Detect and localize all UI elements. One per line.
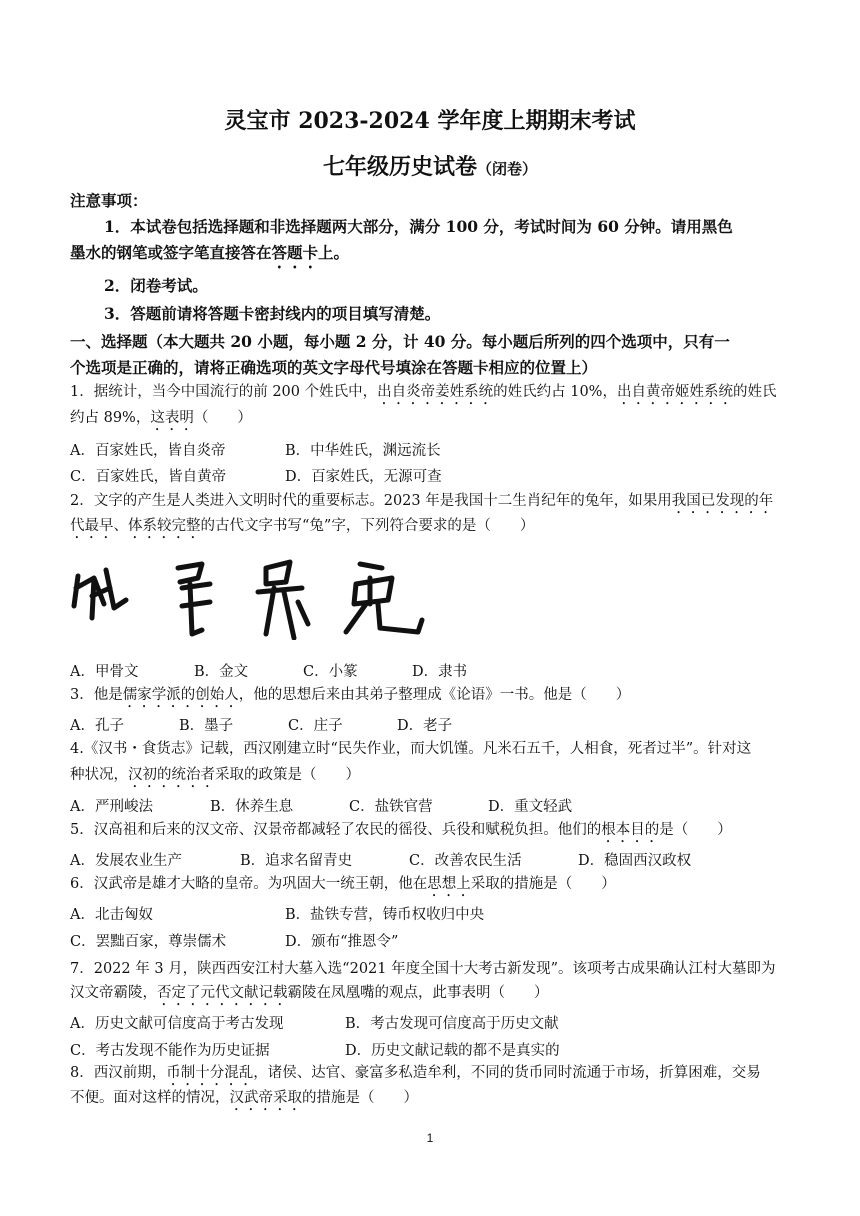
emphasis-text: 儒家学派的创始人 xyxy=(122,687,239,703)
subtitle-text: 七年级历史试卷 xyxy=(322,154,477,180)
clerical-rabbit-glyph xyxy=(346,564,422,632)
emphasis-text: 否定了元代文献记载 xyxy=(157,985,288,1001)
q3-option-b: B．墨子 xyxy=(179,718,234,734)
oracle-bone-rabbit-glyph xyxy=(74,570,126,618)
stem-text: 8．西汉前期， xyxy=(70,1065,167,1081)
q1-option-b: B．中华姓氏，渊远流长 xyxy=(285,443,441,459)
q6-option-a: A．北击匈奴 xyxy=(70,907,153,923)
bronze-rabbit-glyph xyxy=(178,564,210,634)
q3-option-a: A．孔子 xyxy=(70,718,124,734)
question-2-stem xyxy=(70,489,792,517)
q2-option-c: C．小篆 xyxy=(303,664,358,680)
stem-text: 约占 89%， xyxy=(70,410,151,426)
q4-option-a: A．严刑峻法 xyxy=(70,799,153,815)
stem-text: 霸陵在凤凰嘴的观点，此事表明（ ） xyxy=(287,985,549,1001)
notice-item-1-cont xyxy=(70,241,792,272)
section-heading: 一、选择题（本大题共 20 小题，每小题 2 分，计 40 分。每小题后所列的四个选项中，只有一 xyxy=(70,332,730,351)
stem-text: ，他的思想后来由其弟子整理成《论语》一书。他是（ ） xyxy=(238,687,631,703)
q6-option-b: B．盐铁专营，铸币权收归中央 xyxy=(285,907,485,923)
q2-option-a: A．甲骨文 xyxy=(70,664,139,680)
q5-option-a: A．发展农业生产 xyxy=(70,853,182,869)
stem-text: 3．他是 xyxy=(70,687,123,703)
emphasis-text: 答题卡 xyxy=(271,243,319,262)
stem-text: ，诸侯、达官、豪富多私造牟利，不同的货币同时流通于市场，折算困难，交易 xyxy=(253,1065,761,1081)
stem-text: 6．汉武帝是雄才大略的皇帝。为巩固大一统王朝，他在 xyxy=(70,876,428,892)
emphasis-text: 出自黄帝姬姓系统 xyxy=(616,384,733,400)
stem-text: 采取的政策是（ ） xyxy=(215,767,360,783)
q7-option-b: B．考古发现可信度高于历史文献 xyxy=(345,1016,559,1032)
stem-text: 2．文字的产生是人类进入文明时代的重要标志。2023 年是我国十二生肖纪年的兔年，如果用 xyxy=(70,493,672,509)
q3-option-d: D．老子 xyxy=(397,718,453,734)
question-2-stem-cont xyxy=(70,514,792,542)
question-3-stem xyxy=(70,683,792,711)
emphasis-text: 我国已发现的年 xyxy=(671,493,774,509)
exam-title: 灵宝市 2023-2024 学年度上期期末考试 xyxy=(224,108,636,134)
notice-item-3: 3．答题前请将答题卡密封线内的项目填写清楚。 xyxy=(104,304,441,323)
emphasis-text: 汉武帝采取 xyxy=(229,1090,302,1106)
stem-text: 的措施是（ ） xyxy=(302,1090,418,1106)
stem-text: 汉文帝霸陵， xyxy=(70,985,157,1001)
q1-option-d: D．百家姓氏，无源可查 xyxy=(285,469,442,485)
notice-text: 墨水的钢笔或签字笔直接答在 xyxy=(70,243,272,262)
emphasis-text: 思想上 xyxy=(427,876,471,892)
q1-option-a: A．百家姓氏，皆自炎帝 xyxy=(70,443,226,459)
page-number: 1 xyxy=(426,1131,434,1145)
small-seal-rabbit-glyph xyxy=(258,562,308,638)
emphasis-text: 出自炎帝姜姓系统 xyxy=(377,384,494,400)
question-7-stem: 7．2022 年 3 月，陕西西安江村大墓入选“2021 年度全国十大考古新发现”。该项考古成果确认江村大墓即为 xyxy=(70,961,776,977)
q7-option-c: C．考古发现不能作为历史证据 xyxy=(70,1043,270,1059)
question-4-stem: 4.《汉书・食货志》记载，西汉刚建立时“民失作业，而大饥馑。凡米石五千，人相食，死者过半”。针对这 xyxy=(70,741,752,757)
q6-option-c: C．罢黜百家，尊崇儒术 xyxy=(70,934,227,950)
q4-option-b: B．休养生息 xyxy=(210,799,294,815)
rabbit-glyph-images xyxy=(70,548,430,640)
emphasis-text: 汉初的统治者 xyxy=(128,767,215,783)
stem-text: 5．汉高祖和后来的汉文帝、汉景帝都减轻了农民的徭役、兵役和赋税负担。他们的 xyxy=(70,822,602,838)
q2-option-d: D．隶书 xyxy=(412,664,468,680)
stem-text: 的古代文字书写“兔”字，下列符合要求的是（ ） xyxy=(200,518,535,534)
notice-item-2: 2．闭卷考试。 xyxy=(104,276,208,295)
q5-option-c: C．改善农民生活 xyxy=(409,853,522,869)
q7-option-a: A．历史文献可信度高于考古发现 xyxy=(70,1016,284,1032)
exam-subtitle xyxy=(0,150,860,181)
q4-option-c: C．盐铁官营 xyxy=(349,799,433,815)
subtitle-note: （闭卷） xyxy=(477,160,538,178)
stem-text: 采取的措施是（ ） xyxy=(470,876,616,892)
stem-text: 的姓氏 xyxy=(732,384,777,400)
stem-text: （ ） xyxy=(193,410,252,426)
question-5-stem xyxy=(70,818,792,846)
emphasis-text: 币制十分混乱 xyxy=(166,1065,254,1081)
notice-text: 上。 xyxy=(318,243,350,262)
q1-option-c: C．百家姓氏，皆自黄帝 xyxy=(70,469,227,485)
stem-text: 的姓氏约占 10%， xyxy=(493,384,617,400)
question-6-stem xyxy=(70,872,792,900)
question-1-stem-cont xyxy=(70,406,792,434)
emphasis-text: 这表明 xyxy=(150,410,194,426)
q3-option-c: C．庄子 xyxy=(288,718,343,734)
emphasis-text: 代最早、体系较完整 xyxy=(70,518,201,534)
question-8-stem xyxy=(70,1061,792,1089)
question-4-stem-cont xyxy=(70,763,792,791)
q6-option-d: D．颁布“推恩令” xyxy=(285,934,399,950)
section-heading-cont: 个选项是正确的，请将正确选项的英文字母代号填涂在答题卡相应的位置上） xyxy=(70,358,598,377)
q2-option-b: B．金文 xyxy=(194,664,249,680)
stem-text: 种状况， xyxy=(70,767,128,783)
q5-option-b: B．追求名留青史 xyxy=(240,853,353,869)
q4-option-d: D．重文轻武 xyxy=(488,799,573,815)
question-8-stem-cont xyxy=(70,1086,792,1114)
notice-item-1: 1．本试卷包括选择题和非选择题两大部分，满分 100 分，考试时间为 60 分钟。请用黑色 xyxy=(104,217,733,236)
stem-text: 不便。面对这样的情况， xyxy=(70,1090,230,1106)
stem-text: 是（ ） xyxy=(659,822,732,838)
q7-option-d: D．历史文献记载的都不是真实的 xyxy=(345,1043,560,1059)
question-1-stem xyxy=(70,380,792,408)
question-7-stem-cont xyxy=(70,981,792,1009)
emphasis-text: 根本目的 xyxy=(601,822,660,838)
notice-heading: 注意事项： xyxy=(70,191,148,210)
stem-text: 1．据统计，当今中国流行的前 200 个姓氏中， xyxy=(70,384,378,400)
q5-option-d: D．稳固西汉政权 xyxy=(578,853,692,869)
